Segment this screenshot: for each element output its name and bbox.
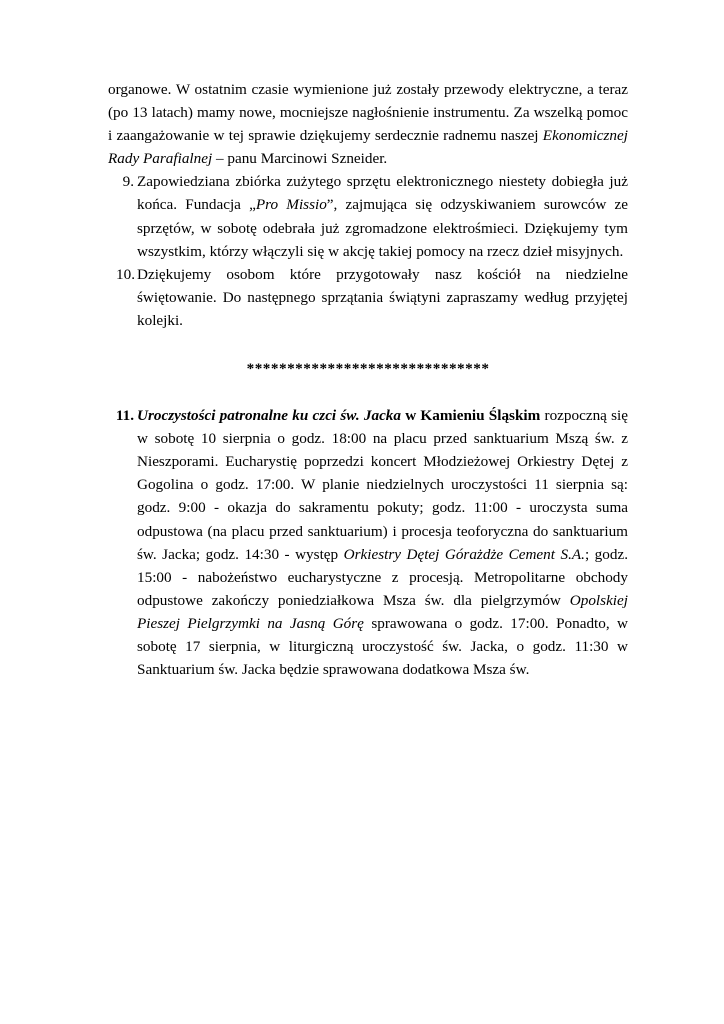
event-title-location: w Kamieniu Śląskim <box>401 407 541 425</box>
numbered-list <box>108 170 628 332</box>
lead-paragraph <box>108 78 628 170</box>
event-title-emphasis: Uroczystości patronalne ku czci św. Jacka <box>137 407 401 425</box>
list-item <box>108 263 628 332</box>
list-item-text-2: ”, zajmująca się odzyskiwaniem surowców ze sprzętów, w sobotę odebrała już zgromadzone elektrośmieci. Dziękujemy tym wszystkim, którzy włączyli się w akcję takiej pomocy na rzecz dzieł misyjnych. <box>137 196 628 260</box>
list-item <box>108 170 628 262</box>
event-text-1: rozpoczną się w sobotę 10 sierpnia o godz. 18:00 na placu przed sanktuarium Mszą św. z Nieszporami. Eucharystię poprzedzi koncert Młodzieżowej Orkiestry Dętej z Gogolina o godz. 17:00. W planie niedzielnych uroczystości 11 sierpnia są: godz. 9:00 - okazja do sakramentu pokuty; godz. 11:00 - uroczysta suma odpustowa (na placu przed sanktuarium) i procesja teoforyczna do sanktuarium św. Jacka; godz. 14:30 - występ <box>137 407 629 563</box>
section-separator: ****************************** <box>246 360 490 378</box>
event-italic-1: Orkiestry Dętej Górażdże Cement S.A. <box>343 545 585 563</box>
list-item-number: 9. <box>122 173 134 191</box>
event-text-3: sprawowana o godz. 17:00. Ponadto, w sobotę 17 sierpnia, w liturgiczną uroczystość św. Jacka, o godz. 11:30 w Sanktuarium św. Jacka będzie sprawowana dodatkowa Msza św. <box>137 614 628 679</box>
list-item <box>108 404 628 681</box>
lead-italic-phrase: Ekonomicznej Rady Parafialnej <box>108 127 628 168</box>
lead-text-after: – panu Marcinowi Szneider. <box>212 150 388 168</box>
event-italic-2: Opolskiej Pieszej Pielgrzymki na Jasną Górę <box>137 591 628 632</box>
list-item-paragraph <box>137 404 628 681</box>
list-item-italic: Pro Missio <box>255 196 327 214</box>
list-item-number: 10. <box>116 265 135 283</box>
document-body <box>108 78 628 681</box>
list-item-text-1: Zapowiedziana zbiórka zużytego sprzętu elektronicznego niestety dobiegła już końca. Fundacja „ <box>137 173 628 214</box>
list-item-text-1: Dziękujemy osobom które przygotowały nasz kościół na niedzielne świętowanie. Do następnego sprzątania świątyni zapraszamy według przyjętej kolejki. <box>137 265 628 329</box>
lead-text-before: organowe. W ostatnim czasie wymienione już zostały przewody elektryczne, a teraz (po 13 latach) mamy nowe, mocniejsze nagłośnienie instrumentu. Za wszelką pomoc i zaangażowanie w tej sprawie dziękujemy serdecznie radnemu naszej <box>108 81 628 145</box>
event-text-2: ; godz. 15:00 - nabożeństwo eucharystyczne z procesją. Metropolitarne obchody odpustowe zakończy poniedziałkowa Msza św. dla pielgrzymów <box>137 545 628 609</box>
list-item-number: 11. <box>115 407 134 425</box>
